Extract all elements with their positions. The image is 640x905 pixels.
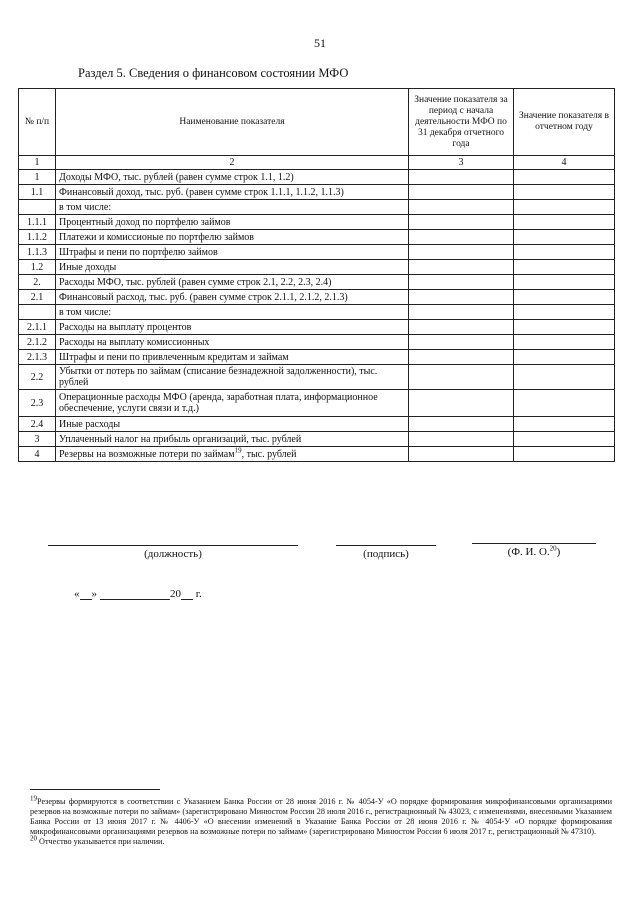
indicator-name-text: Уплаченный налог на прибыль организаций, тыс. рублей: [59, 433, 302, 445]
row-number: 2.2: [19, 365, 56, 390]
table-row: [19, 275, 615, 290]
value-period-start: [409, 432, 514, 447]
financial-status-table: [18, 88, 615, 462]
column-number: 1: [19, 156, 56, 170]
value-reporting-year: [514, 200, 615, 215]
year-suffix: г.: [193, 588, 202, 600]
position-caption: (должность): [144, 548, 202, 560]
table-row: [19, 185, 615, 200]
indicator-name: [56, 350, 409, 365]
value-period-start: [409, 200, 514, 215]
indicator-name-text: Операционные расходы МФО (аренда, заработная плата, информационное обеспечение, услуги связи и т.д.): [59, 392, 378, 414]
table-row: [19, 365, 615, 390]
full-name-close: ): [556, 546, 561, 558]
value-reporting-year: [514, 335, 615, 350]
value-reporting-year: [514, 305, 615, 320]
value-period-start: [409, 305, 514, 320]
row-number: 1: [19, 170, 56, 185]
table-row: [19, 320, 615, 335]
row-number: 2.4: [19, 417, 56, 432]
signature-caption: (подпись): [363, 548, 409, 560]
value-period-start: [409, 170, 514, 185]
footnote-20-mark: 20: [30, 834, 37, 843]
date-open-quote: «: [74, 588, 80, 600]
footnote-19: [30, 794, 612, 837]
signature-line: [336, 545, 436, 546]
row-number: 1.1.1: [19, 215, 56, 230]
indicator-name: [56, 230, 409, 245]
footnote-20: [30, 834, 612, 847]
table-row: [19, 335, 615, 350]
value-period-start: [409, 185, 514, 200]
table-row: [19, 230, 615, 245]
indicator-name-text: Резервы на возможные потери по займам: [59, 448, 235, 460]
footnote-rule: [30, 789, 160, 790]
indicator-name: [56, 290, 409, 305]
indicator-name: [56, 170, 409, 185]
table-row: [19, 432, 615, 447]
value-reporting-year: [514, 432, 615, 447]
value-period-start: [409, 447, 514, 462]
position-line: [48, 545, 298, 546]
value-period-start: [409, 335, 514, 350]
row-number: [19, 200, 56, 215]
value-period-start: [409, 215, 514, 230]
column-number-row: [19, 156, 615, 170]
row-number: 2.1.3: [19, 350, 56, 365]
indicator-name-text: Расходы на выплату комиссионных: [59, 336, 210, 348]
value-reporting-year: [514, 290, 615, 305]
row-number: 1.1.2: [19, 230, 56, 245]
row-number: 4: [19, 447, 56, 462]
row-number: 2.1.2: [19, 335, 56, 350]
indicator-name: [56, 390, 409, 417]
indicator-name-text: Процентный доход по портфелю займов: [59, 216, 231, 228]
value-reporting-year: [514, 215, 615, 230]
table-row: [19, 200, 615, 215]
indicator-name-text: Штрафы и пени по портфелю займов: [59, 246, 218, 258]
indicator-name-text: Убытки от потерь по займам (списание безнадежной задолженности), тыс. рублей: [59, 366, 378, 388]
footnotes: [30, 794, 612, 847]
value-reporting-year: [514, 260, 615, 275]
day-blank: [80, 587, 92, 600]
indicator-name-suffix: , тыс. рублей: [241, 448, 297, 460]
indicator-name-text: Доходы МФО, тыс. рублей (равен сумме строк 1.1, 1.2): [59, 171, 294, 183]
table-row: [19, 390, 615, 417]
indicator-name: [56, 185, 409, 200]
indicator-name: [56, 432, 409, 447]
value-reporting-year: [514, 417, 615, 432]
indicator-name-text: Расходы на выплату процентов: [59, 321, 192, 333]
row-number: 1.1.3: [19, 245, 56, 260]
table-row: [19, 245, 615, 260]
indicator-name: [56, 320, 409, 335]
footnote-ref-19: 19: [234, 446, 242, 455]
full-name-line: [472, 543, 596, 544]
value-period-start: [409, 417, 514, 432]
month-blank: [100, 587, 170, 600]
full-name-caption: [472, 546, 596, 558]
indicator-name-text: Штрафы и пени по привлеченным кредитам и займам: [59, 351, 289, 363]
value-period-start: [409, 260, 514, 275]
indicator-name: [56, 365, 409, 390]
row-number: 1.2: [19, 260, 56, 275]
full-name-label: (Ф. И. О.: [507, 546, 550, 558]
row-number: 2.: [19, 275, 56, 290]
table-row: [19, 417, 615, 432]
table-body: [19, 170, 615, 462]
value-reporting-year: [514, 275, 615, 290]
table-header-row: [19, 89, 615, 156]
indicator-name: [56, 245, 409, 260]
indicator-name-text: в том числе:: [59, 306, 112, 318]
indicator-name-text: в том числе:: [59, 201, 112, 213]
table-row: [19, 350, 615, 365]
indicator-name-text: Расходы МФО, тыс. рублей (равен сумме строк 2.1, 2.2, 2.3, 2.4): [59, 276, 332, 288]
value-period-start: [409, 290, 514, 305]
header-name: Наименование показателя: [56, 89, 409, 156]
value-period-start: [409, 320, 514, 335]
value-reporting-year: [514, 170, 615, 185]
page-number: 51: [314, 36, 326, 50]
value-period-start: [409, 245, 514, 260]
indicator-name-text: Финансовый расход, тыс. руб. (равен сумме строк 2.1.1, 2.1.2, 2.1.3): [59, 291, 348, 303]
value-reporting-year: [514, 365, 615, 390]
indicator-name: [56, 447, 409, 462]
indicator-name: [56, 215, 409, 230]
year-prefix: 20: [170, 588, 181, 600]
table-row: [19, 447, 615, 462]
column-number: 3: [409, 156, 514, 170]
header-reporting-year: Значение показателя в отчетном году: [514, 89, 615, 156]
footnote-19-text: Резервы формируются в соответствии с Указанием Банка России от 28 июня 2016 г. № 4054-У «О порядке формирования микрофинансовыми организациями резервов на возможные потери по займам» (зарегистрировано Минюстом России 28 июля 2016 г., регистрационный № 43023, с изменениями, внесенными Указанием Банка России от 13 июня 2017 г. № 4406-У «О внесении изменений в Указание Банка России от 28 июня 2016 г. № 4054-У «О порядке формирования микрофинансовыми организациями резервов на возможные потери по займам» (зарегистрировано Минюстом России 6 июля 2017 г., регистрационный № 47310).: [30, 797, 612, 836]
value-reporting-year: [514, 447, 615, 462]
header-num: № п/п: [19, 89, 56, 156]
date-line: [74, 587, 202, 600]
value-period-start: [409, 390, 514, 417]
table-row: [19, 305, 615, 320]
table-row: [19, 170, 615, 185]
row-number: 2.3: [19, 390, 56, 417]
value-period-start: [409, 275, 514, 290]
value-period-start: [409, 365, 514, 390]
footnote-20-text: Отчество указывается при наличии.: [37, 837, 165, 846]
footnote-ref-20: 20: [549, 544, 557, 553]
value-reporting-year: [514, 230, 615, 245]
value-reporting-year: [514, 185, 615, 200]
indicator-name: [56, 335, 409, 350]
date-close-quote: »: [91, 588, 97, 600]
value-reporting-year: [514, 350, 615, 365]
table-row: [19, 290, 615, 305]
table-row: [19, 260, 615, 275]
table-row: [19, 215, 615, 230]
indicator-name-text: Финансовый доход, тыс. руб. (равен сумме строк 1.1.1, 1.1.2, 1.1.3): [59, 186, 344, 198]
indicator-name: [56, 275, 409, 290]
value-reporting-year: [514, 320, 615, 335]
value-reporting-year: [514, 245, 615, 260]
indicator-name: [56, 200, 409, 215]
value-period-start: [409, 350, 514, 365]
value-reporting-year: [514, 390, 615, 417]
indicator-name-text: Иные доходы: [59, 261, 117, 273]
row-number: [19, 305, 56, 320]
value-period-start: [409, 230, 514, 245]
indicator-name: [56, 417, 409, 432]
header-period-start: Значение показателя за период с начала деятельности МФО по 31 декабря отчетного года: [409, 89, 514, 156]
year-blank: [181, 587, 193, 600]
indicator-name: [56, 260, 409, 275]
row-number: 3: [19, 432, 56, 447]
row-number: 1.1: [19, 185, 56, 200]
footnote-19-mark: 19: [30, 794, 37, 803]
row-number: 2.1.1: [19, 320, 56, 335]
row-number: 2.1: [19, 290, 56, 305]
indicator-name: [56, 305, 409, 320]
section-title: Раздел 5. Сведения о финансовом состоянии МФО: [78, 66, 349, 80]
indicator-name-text: Платежи и комиссионые по портфелю займов: [59, 231, 254, 243]
column-number: 4: [514, 156, 615, 170]
indicator-name-text: Иные расходы: [59, 418, 121, 430]
column-number: 2: [56, 156, 409, 170]
